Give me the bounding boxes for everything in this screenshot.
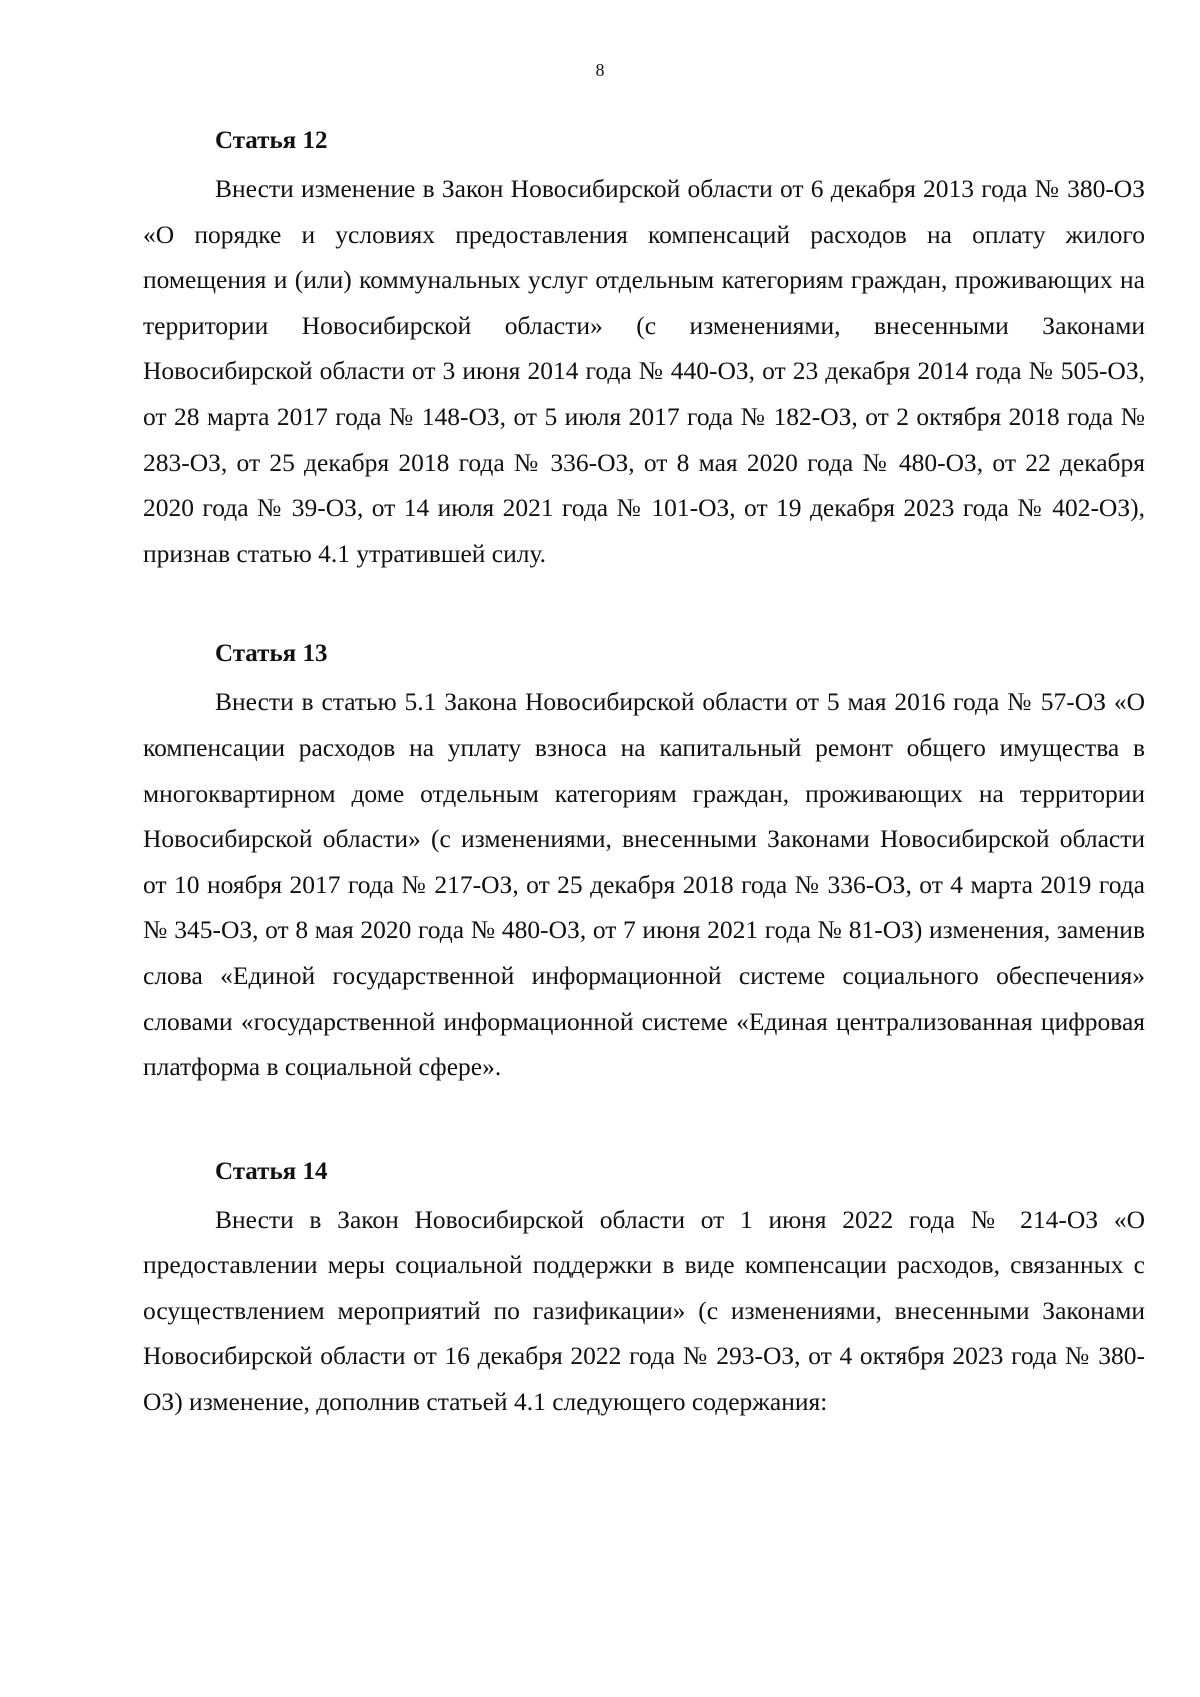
article-12 (143, 118, 1145, 576)
article-heading: Статья 12 (215, 127, 328, 154)
article-paragraph: Внести в статью 5.1 Закона Новосибирской области от 5 мая 2016 года № 57-ОЗ «О компенсации расходов на уплату взноса на капитальный ремонт общего имущества в многоквартирном доме отдельным категориям граждан, проживающих на территории Новосибирской области» (с изменениями, внесенными Законами Новосибирской области от 10 ноября 2017 года № 217-ОЗ, от 25 декабря 2018 года № 336-ОЗ, от 4 марта 2019 года № 345-ОЗ, от 8 мая 2020 года № 480-ОЗ, от 7 июня 2021 года № 81-ОЗ) изменения, заменив слова «Единой государственной информационной системе социального обеспечения» словами «государственной информационной системе «Единая централизованная цифровая платформа в социальной сфере». (143, 687, 1145, 1082)
article-paragraph: Внести в Закон Новосибирской области от 1 июня 2022 года № 214-ОЗ «О предоставлении меры социальной поддержки в виде компенсации расходов, связанных с осуществлением мероприятий по газификации» (с изменениями, внесенными Законами Новосибирской области от 16 декабря 2022 года № 293-ОЗ, от 4 октября 2023 года № 380-ОЗ) изменение, дополнив статьей 4.1 следующего содержания: (143, 1204, 1145, 1417)
article-heading: Статья 14 (215, 1157, 328, 1185)
article-paragraph: Внести изменение в Закон Новосибирской области от 6 декабря 2013 года № 380-ОЗ «О порядке и условиях предоставления компенсаций расходов на оплату жилого помещения и (или) коммунальных услуг отдельным категориям граждан, проживающих на территории Новосибирской области» (с изменениями, внесенными Законами Новосибирской области от 3 июня 2014 года № 440-ОЗ, от 23 декабря 2014 года № 505-ОЗ, от 28 марта 2017 года № 148-ОЗ, от 5 июля 2017 года № 182-ОЗ, от 2 октября 2018 года № 283-ОЗ, от 25 декабря 2018 года № 336-ОЗ, от 8 мая 2020 года № 480-ОЗ, от 22 декабря 2020 года № 39-ОЗ, от 14 июля 2021 года № 101-ОЗ, от 19 декабря 2023 года № 402-ОЗ), признав статью 4.1 утратившей силу. (143, 174, 1145, 568)
article-13 (143, 631, 1145, 1089)
document-body (143, 118, 1145, 1425)
page-number: 8 (595, 60, 605, 80)
article-heading: Статья 13 (215, 640, 328, 668)
article-14 (143, 1149, 1145, 1425)
